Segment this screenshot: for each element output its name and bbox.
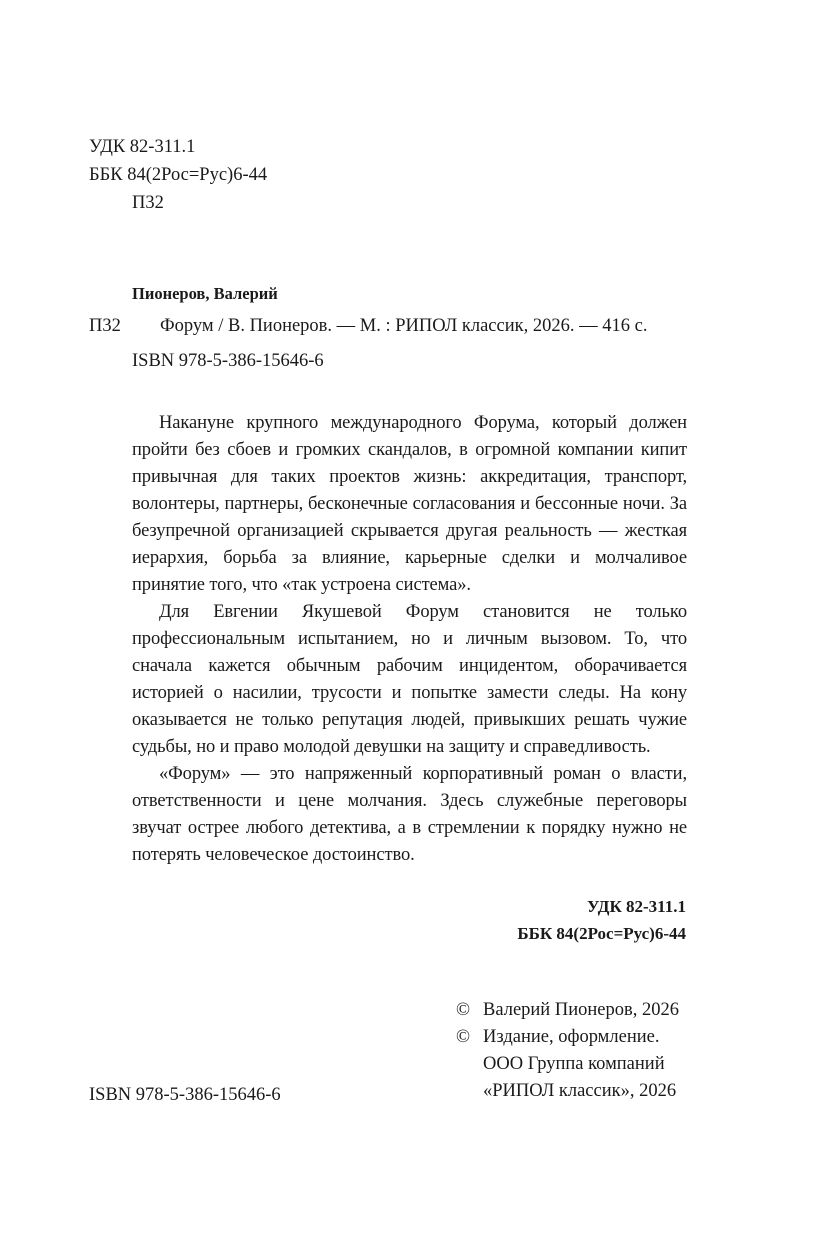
- annotation-paragraph: Накануне крупного международного Форума, который должен пройти без сбоев и громких скандалов, в огромной компании кипит привычная для таких проектов жизнь: аккредитация, транспорт, волонтеры, партнеры, бесконечные согласования и бессонные ночи. За безупречной организацией скрывается другая реальность — жесткая иерархия, борьба за влияние, карьерные сделки и молчаливое принятие того, что «так устроена система».: [132, 413, 687, 595]
- author-sign: П32: [132, 193, 164, 213]
- bibliographic-record: Форум / В. Пионеров. — М. : РИПОЛ классик, 2026. — 416 с.: [160, 316, 648, 336]
- author-heading: Пионеров, Валерий: [132, 284, 278, 303]
- copyright-block: [456, 997, 696, 1105]
- annotation: [132, 410, 687, 869]
- annotation-paragraph: Для Евгении Якушевой Форум становится не только профессиональным испытанием, но и личным вызовом. То, что сначала кажется обычным рабочим инцидентом, оборачивается историей о насилии, трусости и попытке замести следы. На кону оказывается не только репутация людей, привыкших решать чужие судьбы, но и право молодой девушки на защиту и справедливость.: [132, 602, 687, 757]
- isbn-record: ISBN 978-5-386-15646-6: [132, 351, 324, 371]
- annotation-paragraph: «Форум» — это напряженный корпоративный роман о власти, ответственности и цене молчания. Здесь служебные переговоры звучат острее любого детектива, а в стремлении к порядку нужно не потерять человеческое достоинство.: [132, 764, 687, 865]
- copyright-symbol: ©: [456, 1027, 471, 1047]
- copyright-line: [456, 1024, 696, 1051]
- copyright-publisher: ООО Группа компаний: [483, 1054, 665, 1074]
- copyright-publisher-name: «РИПОЛ классик», 2026: [483, 1081, 677, 1101]
- copyright-line: [456, 997, 696, 1024]
- copyright-text: Валерий Пионеров, 2026: [483, 1000, 679, 1020]
- copyright-text: Издание, оформление.: [483, 1027, 660, 1047]
- bbk-code: ББК 84(2Рос=Рус)6-44: [89, 165, 268, 185]
- author-sign-inline: П32: [89, 316, 121, 336]
- isbn-bottom: ISBN 978-5-386-15646-6: [89, 1085, 281, 1105]
- copyright-symbol: ©: [456, 1000, 471, 1020]
- udk-code: УДК 82-311.1: [89, 137, 196, 157]
- bbk-code-right: ББК 84(2Рос=Рус)6-44: [517, 924, 686, 943]
- udk-code-right: УДК 82-311.1: [586, 897, 686, 916]
